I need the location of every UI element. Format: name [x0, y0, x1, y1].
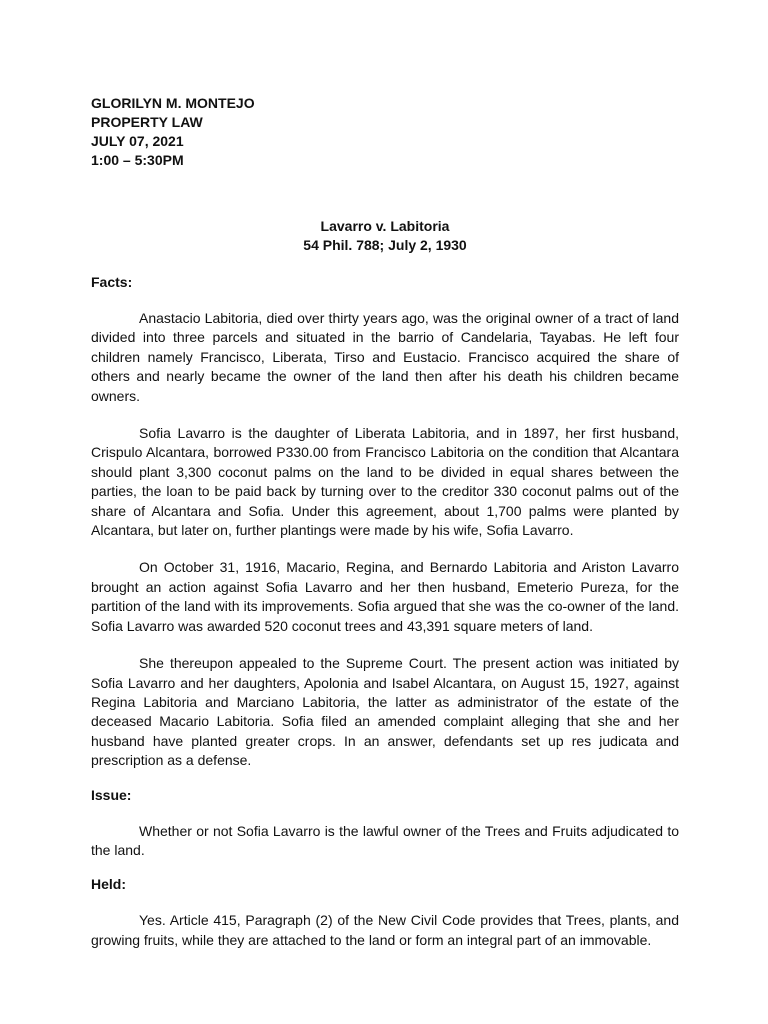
facts-section [91, 273, 679, 771]
submission-date: JULY 07, 2021 [91, 133, 184, 149]
document-header [91, 94, 679, 170]
issue-section [91, 786, 679, 861]
case-title: Lavarro v. Labitoria [320, 218, 450, 234]
facts-paragraph: Anastacio Labitoria, died over thirty years ago, was the original owner of a tract of land divided into three parcels and situated in the barrio of Candelaria, Tayabas. He left four children namely Francisco, Liberata, Tirso and Eustacio. Francisco acquired the share of others and nearly became the owner of the land then after his death his children became owners. [91, 310, 679, 404]
issue-paragraph: Whether or not Sofia Lavarro is the lawful owner of the Trees and Fruits adjudicated to the land. [91, 822, 679, 858]
case-citation: 54 Phil. 788; July 2, 1930 [303, 237, 467, 253]
author-name: GLORILYN M. MONTEJO [91, 95, 255, 111]
case-title-block [91, 217, 679, 255]
held-paragraph: Yes. Article 415, Paragraph (2) of the New Civil Code provides that Trees, plants, and growing fruits, while they are attached to the land or form an integral part of an immovable. [91, 912, 679, 948]
facts-paragraph: She thereupon appealed to the Supreme Court. The present action was initiated by Sofia Lavarro and her daughters, Apolonia and Isabel Alcantara, on August 15, 1927, against Regina Labitoria and Marciano Labitoria, the latter as administrator of the estate of the deceased Macario Labitoria. Sofia filed an amended complaint alleging that she and her husband have planted greater crops. In an answer, defendants set up res judicata and prescription as a defense. [91, 655, 679, 769]
facts-paragraph: Sofia Lavarro is the daughter of Liberata Labitoria, and in 1897, her first husband, Crispulo Alcantara, borrowed P330.00 from Francisco Labitoria on the condition that Alcantara should plant 3,300 coconut palms on the land to be divided in equal shares between the parties, the loan to be paid back by turning over to the creditor 330 coconut palms out of the share of Alcantara and Sofia. Under this agreement, about 1,700 palms were planted by Alcantara, but later on, further plantings were made by his wife, Sofia Lavarro. [91, 425, 679, 539]
held-section [91, 875, 679, 950]
held-heading: Held: [91, 876, 126, 893]
document-body [91, 94, 679, 950]
facts-paragraph: On October 31, 1916, Macario, Regina, and Bernardo Labitoria and Ariston Lavarro brought an action against Sofia Lavarro and her then husband, Emeterio Pureza, for the partition of the land with its improvements. Sofia argued that she was the co-owner of the land. Sofia Lavarro was awarded 520 coconut trees and 43,391 square meters of land. [91, 559, 679, 634]
issue-heading: Issue: [91, 786, 132, 803]
course-name: PROPERTY LAW [91, 114, 203, 130]
facts-heading: Facts: [91, 274, 133, 290]
submission-time: 1:00 – 5:30PM [91, 152, 184, 168]
